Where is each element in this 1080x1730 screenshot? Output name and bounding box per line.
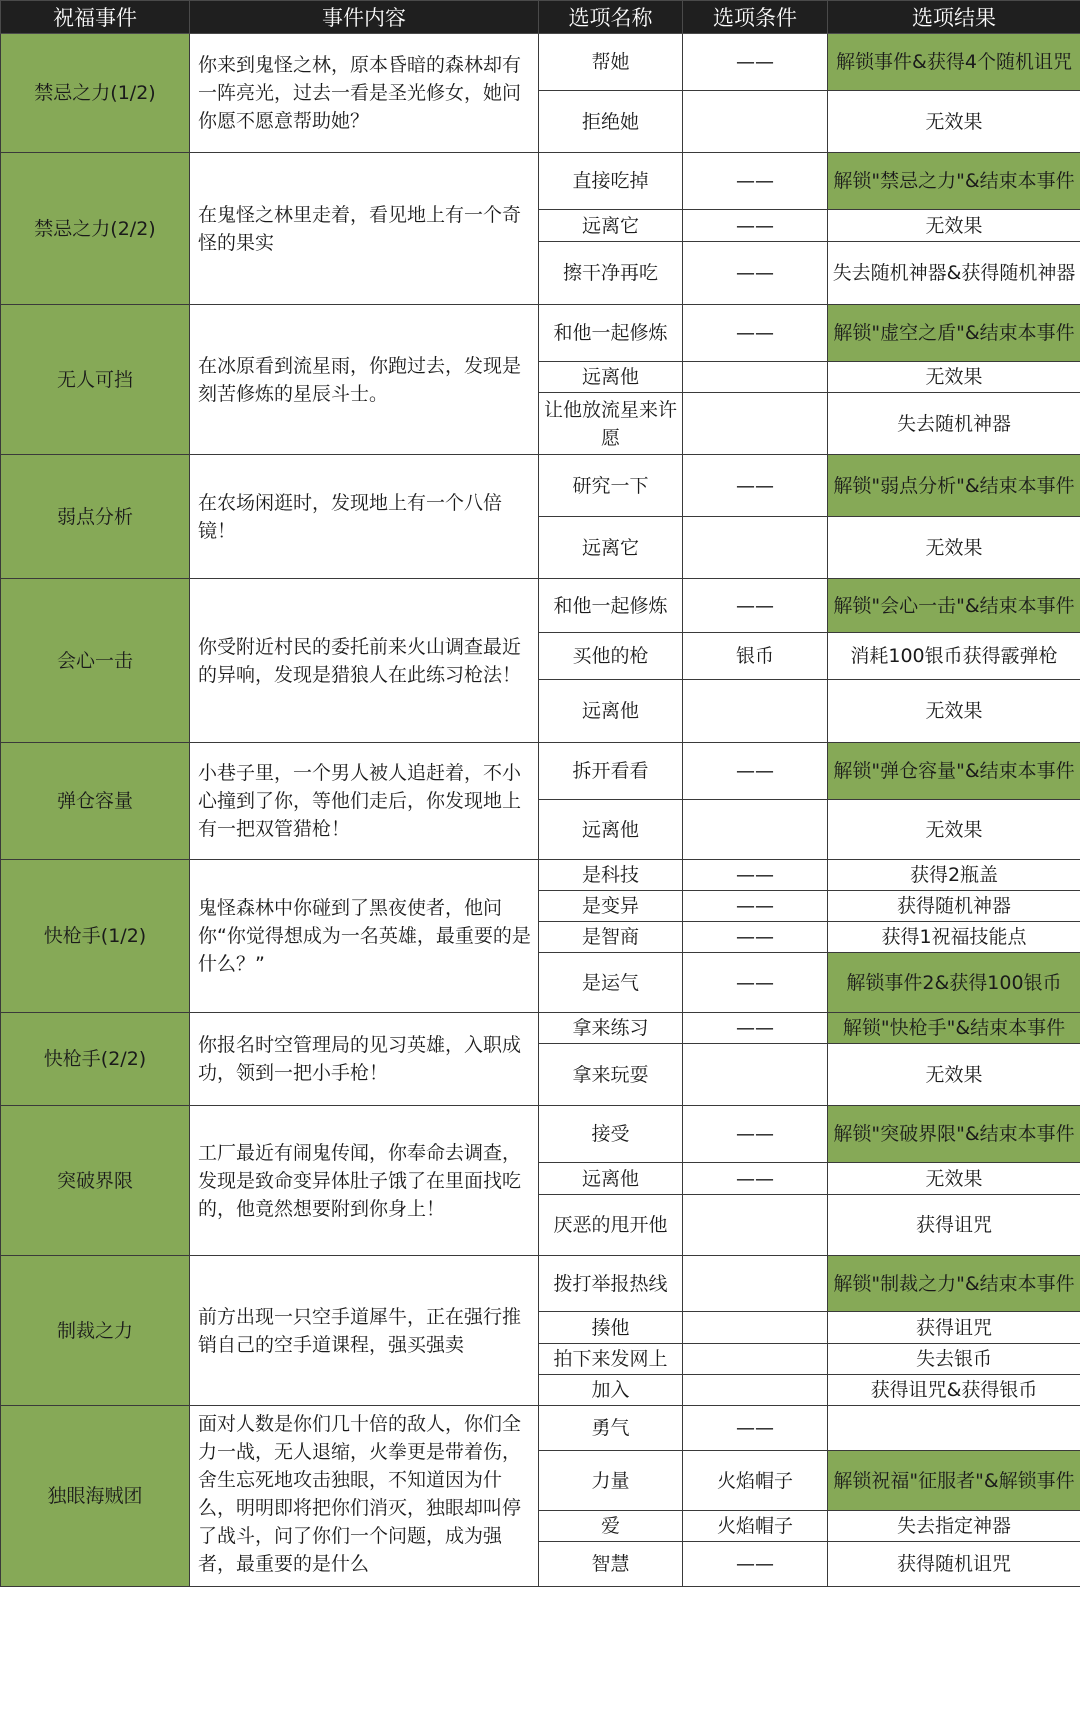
option-result-cell: 解锁"禁忌之力"&结束本事件 xyxy=(828,153,1080,210)
header-row xyxy=(1,1,1080,34)
table-row xyxy=(1,579,1080,633)
table-row xyxy=(1,1013,1080,1044)
option-condition-cell xyxy=(683,1375,828,1406)
event-name-cell: 禁忌之力(2/2) xyxy=(1,153,190,305)
option-condition-cell xyxy=(683,362,828,393)
option-result-cell: 解锁"弹仓容量"&结束本事件 xyxy=(828,743,1080,800)
option-name-cell: 加入 xyxy=(539,1375,683,1406)
option-result-cell: 无效果 xyxy=(828,680,1080,743)
option-condition-cell: —— xyxy=(683,953,828,1013)
option-condition-cell xyxy=(683,91,828,153)
option-name-cell: 勇气 xyxy=(539,1406,683,1451)
option-result-cell: 无效果 xyxy=(828,91,1080,153)
option-name-cell: 是变异 xyxy=(539,891,683,922)
header-option-condition: 选项条件 xyxy=(683,1,828,34)
option-result-cell: 解锁"制裁之力"&结束本事件 xyxy=(828,1256,1080,1312)
option-result-cell: 无效果 xyxy=(828,210,1080,242)
option-name-cell: 和他一起修炼 xyxy=(539,305,683,362)
option-name-cell: 接受 xyxy=(539,1106,683,1163)
option-condition-cell: —— xyxy=(683,579,828,633)
option-result-cell: 获得随机神器 xyxy=(828,891,1080,922)
option-condition-cell: —— xyxy=(683,34,828,91)
option-name-cell: 远离它 xyxy=(539,210,683,242)
option-name-cell: 和他一起修炼 xyxy=(539,579,683,633)
option-result-cell: 解锁"虚空之盾"&结束本事件 xyxy=(828,305,1080,362)
option-condition-cell: —— xyxy=(683,860,828,891)
option-result-cell: 获得诅咒 xyxy=(828,1195,1080,1256)
option-result-cell: 获得2瓶盖 xyxy=(828,860,1080,891)
option-name-cell: 拒绝她 xyxy=(539,91,683,153)
event-content-cell: 鬼怪森林中你碰到了黑夜使者，他问你“你觉得想成为一名英雄，最重要的是什么？” xyxy=(190,860,539,1013)
option-name-cell: 远离他 xyxy=(539,680,683,743)
option-result-cell: 解锁事件&获得4个随机诅咒 xyxy=(828,34,1080,91)
event-content-cell: 你报名时空管理局的见习英雄，入职成功，领到一把小手枪！ xyxy=(190,1013,539,1106)
option-result-cell: 解锁祝福"征服者"&解锁事件 xyxy=(828,1451,1080,1511)
option-result-cell: 解锁"弱点分析"&结束本事件 xyxy=(828,455,1080,517)
option-condition-cell xyxy=(683,1044,828,1106)
option-condition-cell xyxy=(683,1344,828,1375)
table-row xyxy=(1,860,1080,891)
option-result-cell xyxy=(828,1406,1080,1451)
option-name-cell: 爱 xyxy=(539,1511,683,1542)
option-condition-cell: —— xyxy=(683,1406,828,1451)
option-condition-cell: —— xyxy=(683,1163,828,1195)
option-result-cell: 失去银币 xyxy=(828,1344,1080,1375)
event-name-cell: 禁忌之力(1/2) xyxy=(1,34,190,153)
option-result-cell: 获得随机诅咒 xyxy=(828,1542,1080,1587)
option-condition-cell: 火焰帽子 xyxy=(683,1511,828,1542)
table-body xyxy=(1,34,1080,1587)
event-content-cell: 你受附近村民的委托前来火山调查最近的异响，发现是猎狼人在此练习枪法！ xyxy=(190,579,539,743)
option-result-cell: 解锁"突破界限"&结束本事件 xyxy=(828,1106,1080,1163)
option-result-cell: 无效果 xyxy=(828,517,1080,579)
option-result-cell: 失去指定神器 xyxy=(828,1511,1080,1542)
option-condition-cell: —— xyxy=(683,922,828,953)
option-name-cell: 远离他 xyxy=(539,800,683,860)
event-name-cell: 无人可挡 xyxy=(1,305,190,455)
option-name-cell: 拨打举报热线 xyxy=(539,1256,683,1312)
option-result-cell: 无效果 xyxy=(828,362,1080,393)
option-result-cell: 无效果 xyxy=(828,1163,1080,1195)
option-name-cell: 远离它 xyxy=(539,517,683,579)
table-row xyxy=(1,34,1080,91)
table-row xyxy=(1,1256,1080,1312)
event-name-cell: 会心一击 xyxy=(1,579,190,743)
event-name-cell: 独眼海贼团 xyxy=(1,1406,190,1587)
option-condition-cell xyxy=(683,680,828,743)
header-option-result: 选项结果 xyxy=(828,1,1080,34)
table-row xyxy=(1,1406,1080,1451)
option-condition-cell xyxy=(683,393,828,455)
option-name-cell: 是智商 xyxy=(539,922,683,953)
header-option-name: 选项名称 xyxy=(539,1,683,34)
event-content-cell: 在农场闲逛时，发现地上有一个八倍镜！ xyxy=(190,455,539,579)
option-name-cell: 远离他 xyxy=(539,362,683,393)
option-name-cell: 帮她 xyxy=(539,34,683,91)
event-content-cell: 前方出现一只空手道犀牛，正在强行推销自己的空手道课程，强买强卖 xyxy=(190,1256,539,1406)
option-result-cell: 获得1祝福技能点 xyxy=(828,922,1080,953)
event-name-cell: 快枪手(2/2) xyxy=(1,1013,190,1106)
table-row xyxy=(1,305,1080,362)
event-name-cell: 弹仓容量 xyxy=(1,743,190,860)
option-condition-cell: —— xyxy=(683,743,828,800)
option-name-cell: 揍他 xyxy=(539,1312,683,1344)
event-content-cell: 在鬼怪之林里走着，看见地上有一个奇怪的果实 xyxy=(190,153,539,305)
option-name-cell: 是科技 xyxy=(539,860,683,891)
option-condition-cell: —— xyxy=(683,1542,828,1587)
option-name-cell: 智慧 xyxy=(539,1542,683,1587)
option-condition-cell: —— xyxy=(683,891,828,922)
option-result-cell: 获得诅咒 xyxy=(828,1312,1080,1344)
table-row xyxy=(1,1106,1080,1163)
option-name-cell: 研究一下 xyxy=(539,455,683,517)
option-condition-cell: —— xyxy=(683,305,828,362)
event-content-cell: 面对人数是你们几十倍的敌人，你们全力一战，无人退缩，火拳更是带着伤，舍生忘死地攻击独眼，不知道因为什么，明明即将把你们消灭，独眼却叫停了战斗，问了你们一个问题，成为强者，最重要的是什么 xyxy=(190,1406,539,1587)
option-name-cell: 拿来玩耍 xyxy=(539,1044,683,1106)
option-condition-cell: —— xyxy=(683,1106,828,1163)
option-name-cell: 力量 xyxy=(539,1451,683,1511)
option-result-cell: 失去随机神器&获得随机神器 xyxy=(828,242,1080,305)
option-result-cell: 无效果 xyxy=(828,1044,1080,1106)
option-condition-cell: 火焰帽子 xyxy=(683,1451,828,1511)
option-condition-cell xyxy=(683,1256,828,1312)
option-result-cell: 失去随机神器 xyxy=(828,393,1080,455)
table-row xyxy=(1,455,1080,517)
event-name-cell: 制裁之力 xyxy=(1,1256,190,1406)
option-name-cell: 厌恶的甩开他 xyxy=(539,1195,683,1256)
event-name-cell: 弱点分析 xyxy=(1,455,190,579)
header-content: 事件内容 xyxy=(190,1,539,34)
option-result-cell: 解锁"快枪手"&结束本事件 xyxy=(828,1013,1080,1044)
option-condition-cell xyxy=(683,517,828,579)
option-name-cell: 拿来练习 xyxy=(539,1013,683,1044)
event-content-cell: 小巷子里，一个男人被人追赶着，不小心撞到了你，等他们走后，你发现地上有一把双管猎枪！ xyxy=(190,743,539,860)
event-content-cell: 在冰原看到流星雨，你跑过去，发现是刻苦修炼的星辰斗士。 xyxy=(190,305,539,455)
option-name-cell: 买他的枪 xyxy=(539,633,683,680)
option-name-cell: 擦干净再吃 xyxy=(539,242,683,305)
option-result-cell: 无效果 xyxy=(828,800,1080,860)
event-content-cell: 工厂最近有闹鬼传闻，你奉命去调查，发现是致命变异体肚子饿了在里面找吃的，他竟然想要附到你身上！ xyxy=(190,1106,539,1256)
option-condition-cell: —— xyxy=(683,210,828,242)
option-name-cell: 远离他 xyxy=(539,1163,683,1195)
option-condition-cell: —— xyxy=(683,242,828,305)
event-name-cell: 快枪手(1/2) xyxy=(1,860,190,1013)
table-row xyxy=(1,743,1080,800)
option-condition-cell: 银币 xyxy=(683,633,828,680)
option-condition-cell: —— xyxy=(683,153,828,210)
option-condition-cell: —— xyxy=(683,1013,828,1044)
event-content-cell: 你来到鬼怪之林，原本昏暗的森林却有一阵亮光，过去一看是圣光修女，她问你愿不愿意帮助她？ xyxy=(190,34,539,153)
option-name-cell: 直接吃掉 xyxy=(539,153,683,210)
option-condition-cell xyxy=(683,800,828,860)
option-name-cell: 让他放流星来许愿 xyxy=(539,393,683,455)
option-name-cell: 是运气 xyxy=(539,953,683,1013)
option-name-cell: 拆开看看 xyxy=(539,743,683,800)
option-result-cell: 消耗100银币获得霰弹枪 xyxy=(828,633,1080,680)
option-condition-cell: —— xyxy=(683,455,828,517)
table-row xyxy=(1,153,1080,210)
event-name-cell: 突破界限 xyxy=(1,1106,190,1256)
option-result-cell: 获得诅咒&获得银币 xyxy=(828,1375,1080,1406)
option-condition-cell xyxy=(683,1312,828,1344)
option-name-cell: 拍下来发网上 xyxy=(539,1344,683,1375)
option-condition-cell xyxy=(683,1195,828,1256)
option-result-cell: 解锁"会心一击"&结束本事件 xyxy=(828,579,1080,633)
option-result-cell: 解锁事件2&获得100银币 xyxy=(828,953,1080,1013)
header-event: 祝福事件 xyxy=(1,1,190,34)
